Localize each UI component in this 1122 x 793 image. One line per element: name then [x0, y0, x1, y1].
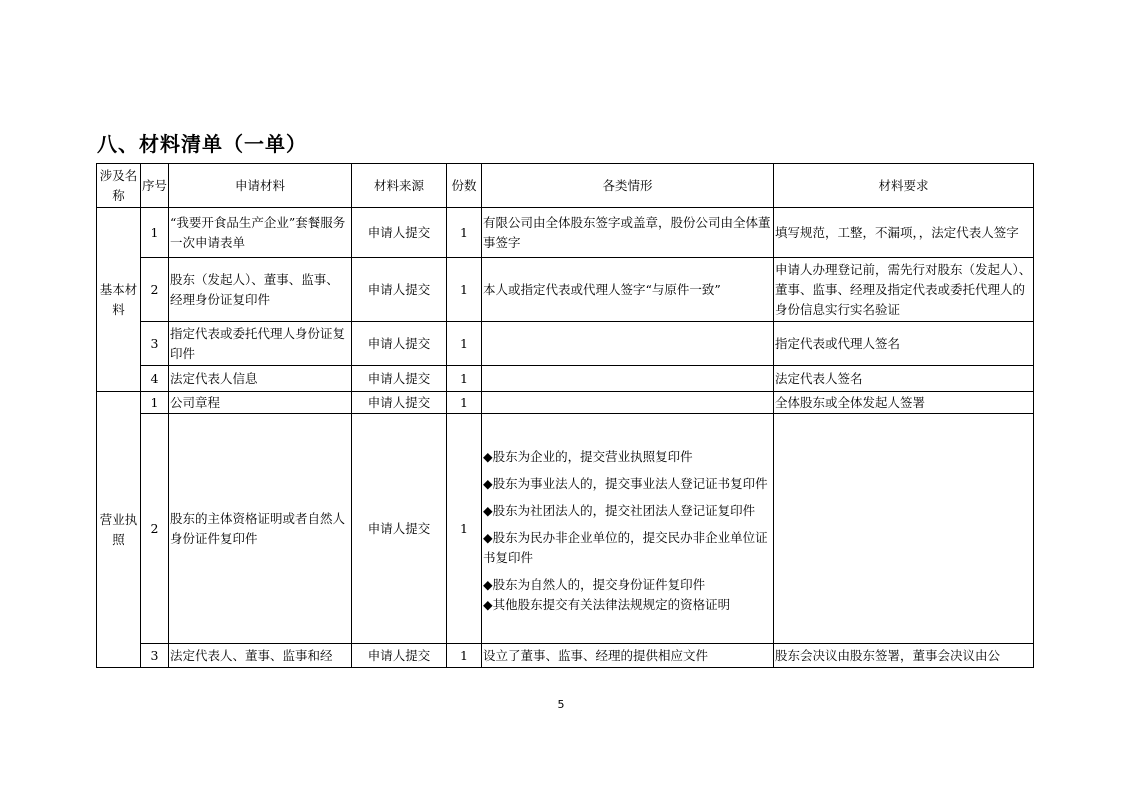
group-name-license: 营业执照 [97, 392, 141, 668]
seq-cell: 2 [141, 414, 169, 644]
table-row [97, 644, 1034, 668]
source-cell: 申请人提交 [352, 258, 447, 322]
source-cell: 申请人提交 [352, 392, 447, 414]
situation-item: ◆股东为社团法人的，提交社团法人登记证复印件 [483, 502, 756, 518]
header-material: 申请材料 [169, 164, 352, 208]
requirement-cell: 填写规范，工整，不漏项，，法定代表人签字 [774, 208, 1034, 258]
copies-cell: 1 [447, 414, 482, 644]
header-copies: 份数 [447, 164, 482, 208]
table-row [97, 366, 1034, 392]
seq-cell: 2 [141, 258, 169, 322]
table-row [97, 208, 1034, 258]
copies-cell: 1 [447, 208, 482, 258]
seq-cell: 1 [141, 392, 169, 414]
materials-table [96, 163, 1034, 668]
header-seq: 序号 [141, 164, 169, 208]
header-situation: 各类情形 [482, 164, 774, 208]
requirement-cell: 股东会决议由股东签署，董事会决议由公 [774, 644, 1034, 668]
situation-cell [482, 414, 774, 644]
seq-cell: 4 [141, 366, 169, 392]
situation-item: ◆股东为自然人的，提交身份证件复印件 [483, 576, 706, 592]
source-cell: 申请人提交 [352, 414, 447, 644]
requirement-cell: 申请人办理登记前，需先行对股东（发起人）、董事、监事、经理及指定代表或委托代理人的身份信息实行实名验证 [774, 258, 1034, 322]
situation-cell [482, 322, 774, 366]
seq-cell: 1 [141, 208, 169, 258]
requirement-cell: 指定代表或代理人签名 [774, 322, 1034, 366]
material-cell: 指定代表或委托代理人身份证复印件 [169, 322, 352, 366]
source-cell: 申请人提交 [352, 644, 447, 668]
header-requirement: 材料要求 [774, 164, 1034, 208]
seq-cell: 3 [141, 644, 169, 668]
material-cell: 公司章程 [169, 392, 352, 414]
material-cell: 法定代表人信息 [169, 366, 352, 392]
table-row [97, 322, 1034, 366]
source-cell: 申请人提交 [352, 322, 447, 366]
material-cell: 股东（发起人）、董事、监事、经理身份证复印件 [169, 258, 352, 322]
situation-item: ◆其他股东提交有关法律法规规定的资格证明 [483, 596, 731, 612]
situation-cell [482, 392, 774, 414]
situation-cell [482, 366, 774, 392]
copies-cell: 1 [447, 392, 482, 414]
situation-item: ◆股东为企业的，提交营业执照复印件 [483, 448, 693, 464]
copies-cell: 1 [447, 366, 482, 392]
copies-cell: 1 [447, 322, 482, 366]
section-heading: 八、材料清单（一单） [97, 132, 307, 156]
situation-cell: 有限公司由全体股东签字或盖章，股份公司由全体董事签字 [482, 208, 774, 258]
table-header-row [97, 164, 1034, 208]
table-row [97, 414, 1034, 644]
requirement-cell: 法定代表人签名 [774, 366, 1034, 392]
material-cell: “我要开食品生产企业”套餐服务一次申请表单 [169, 208, 352, 258]
situation-list [483, 443, 772, 615]
source-cell: 申请人提交 [352, 366, 447, 392]
copies-cell: 1 [447, 258, 482, 322]
material-cell: 股东的主体资格证明或者自然人身份证件复印件 [169, 414, 352, 644]
copies-cell: 1 [447, 644, 482, 668]
requirement-cell [774, 414, 1034, 644]
seq-cell: 3 [141, 322, 169, 366]
situation-item: ◆股东为事业法人的，提交事业法人登记证书复印件 [483, 475, 768, 491]
requirement-cell: 全体股东或全体发起人签署 [774, 392, 1034, 414]
table-row [97, 258, 1034, 322]
situation-cell: 设立了董事、监事、经理的提供相应文件 [482, 644, 774, 668]
situation-item: ◆股东为民办非企业单位的，提交民办非企业单位证书复印件 [483, 529, 768, 565]
source-cell: 申请人提交 [352, 208, 447, 258]
table-row [97, 392, 1034, 414]
header-source: 材料来源 [352, 164, 447, 208]
situation-cell: 本人或指定代表或代理人签字“与原件一致” [482, 258, 774, 322]
page-number: 5 [557, 698, 565, 711]
header-category: 涉及名称 [97, 164, 141, 208]
material-cell: 法定代表人、董事、监事和经 [169, 644, 352, 668]
group-name-basic: 基本材料 [97, 208, 141, 392]
